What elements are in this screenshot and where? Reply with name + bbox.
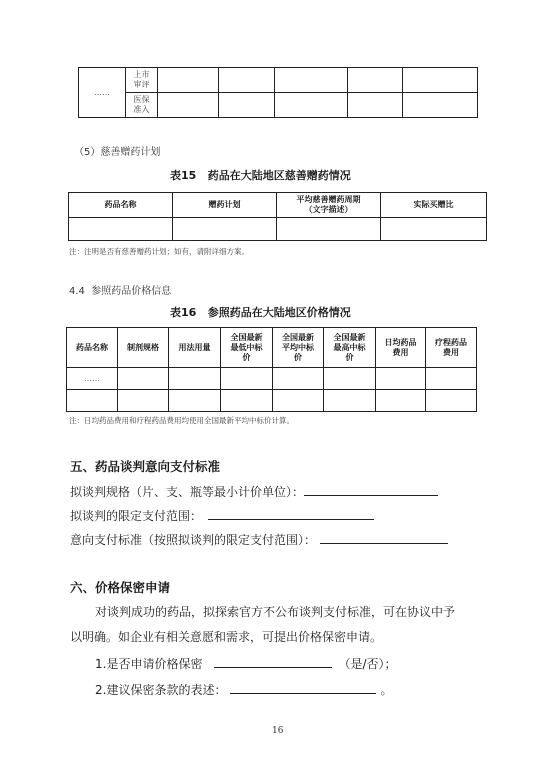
header-drug-name: 药品名称: [69, 193, 173, 218]
table16-note: 注：日均药品费用和疗程药品费用均使用全国最新平均中标价计算。: [69, 416, 294, 425]
table16-caption: 表16 参照药品在大陆地区价格情况: [170, 306, 351, 319]
clause-blank[interactable]: [230, 681, 376, 694]
header-avg-price: 全国最新 平均中标 价: [273, 328, 324, 368]
table-row: [67, 390, 477, 412]
header-course-cost: 疗程药品 费用: [426, 328, 477, 368]
table15-note: 注：注明是否有慈善赠药计划；如有，请附详细方案。: [69, 247, 249, 256]
header-avg-cycle: 平均慈善赠药周期 （文字描述）: [277, 193, 381, 218]
top-table: [78, 67, 478, 118]
scope-blank[interactable]: [208, 507, 374, 520]
header-max-price: 全国最新 最高中标 价: [324, 328, 376, 368]
table16: [66, 327, 477, 412]
header-drug-name: 药品名称: [67, 328, 118, 368]
section-4-4-title: 4.4 参照药品价格信息: [69, 286, 172, 297]
confidential-blank[interactable]: [214, 655, 332, 668]
header-dosage: 用法用量: [169, 328, 221, 368]
section-5-title: （5）慈善赠药计划: [74, 147, 161, 158]
table-row: [69, 193, 487, 218]
table-row: [79, 68, 478, 93]
header-min-price: 全国最新 最低中标 价: [221, 328, 273, 368]
payment-line: 意向支付标准（按照拟谈判的限定支付范围）：: [70, 531, 448, 548]
section-six-heading: 六、价格保密申请: [70, 580, 171, 595]
spec-line: 拟谈判规格（片、支、瓶等最小计价单位）：: [70, 483, 438, 500]
section-five-heading: 五、药品谈判意向支付标准: [70, 459, 221, 474]
scope-line: 拟谈判的限定支付范围：: [70, 507, 374, 524]
table-row: [79, 93, 478, 118]
header-donation-plan: 赠药计划: [173, 193, 277, 218]
ellipsis-cell: ……: [79, 68, 126, 118]
header-ratio: 实际买赠比: [381, 193, 487, 218]
paragraph-line-2: 以明确。如企业有相关意愿和需求，可提出价格保密申请。: [70, 630, 383, 644]
question-2: 2.建议保密条款的表述： 。: [95, 683, 393, 697]
header-spec: 制剂规格: [118, 328, 169, 368]
table-row: [67, 368, 477, 390]
paragraph-line-1: 对谈判成功的药品，拟探索官方不公布谈判支付标准，可在协议中予: [95, 605, 456, 619]
table-row: [69, 218, 487, 241]
table15: [68, 192, 487, 241]
spec-blank[interactable]: [304, 483, 438, 496]
page-number: 16: [272, 726, 284, 736]
header-daily-cost: 日均药品 费用: [376, 328, 426, 368]
question-1: 1.是否申请价格保密 （是/否）；: [95, 657, 397, 671]
row-label-insurance: 医保 准入: [126, 93, 158, 118]
payment-blank[interactable]: [320, 531, 448, 544]
table-row: [67, 328, 477, 368]
ellipsis-cell: ……: [67, 368, 118, 390]
table15-caption: 表15 药品在大陆地区慈善赠药情况: [170, 169, 351, 182]
row-label-review: 上市 审评: [126, 68, 158, 93]
